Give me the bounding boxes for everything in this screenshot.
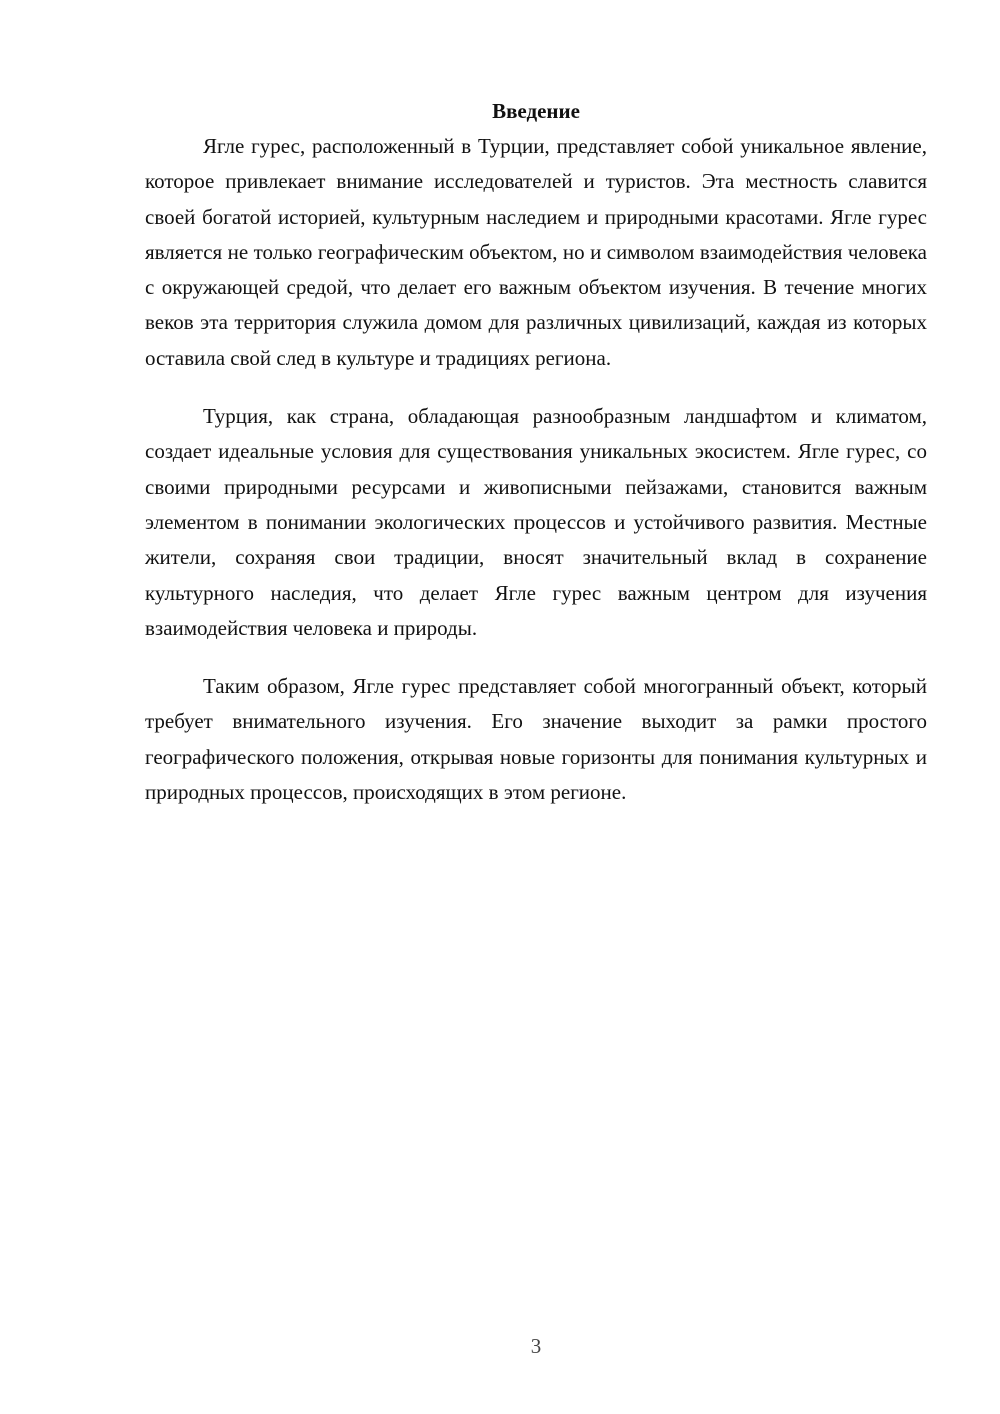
paragraph-1: Ягле гурес, расположенный в Турции, представляет собой уникальное явление, которое привлекает внимание исследователей и туристов. Эта местность славится своей богатой историей, культурным наследием и природными красотами. Ягле гурес является не только географическим объектом, но и символом взаимодействия человека с окружающей средой, что делает его важным объектом изучения. В течение многих веков эта территория служила домом для различных цивилизаций, каждая из которых оставила свой след в культуре и традициях региона. — [145, 134, 927, 370]
page-number: 3 — [530, 1334, 542, 1358]
paragraph-3: Таким образом, Ягле гурес представляет собой многогранный объект, который требует внимательного изучения. Его значение выходит за рамки простого географического положения, открывая новые горизонты для понимания культурных и природных процессов, происходящих в этом регионе. — [145, 674, 927, 805]
paragraph-2: Турция, как страна, обладающая разнообразным ландшафтом и климатом, создает идеальные условия для существования уникальных экосистем. Ягле гурес, со своими природными ресурсами и живописными пейзажами, становится важным элементом в понимании экологических процессов и устойчивого развития. Местные жители, сохраняя свои традиции, вносят значительный вклад в сохранение культурного наследия, что делает Ягле гурес важным центром для изучения взаимодействия человека и природы. — [145, 404, 927, 640]
page-content — [145, 95, 927, 833]
section-title: Введение — [492, 99, 580, 123]
